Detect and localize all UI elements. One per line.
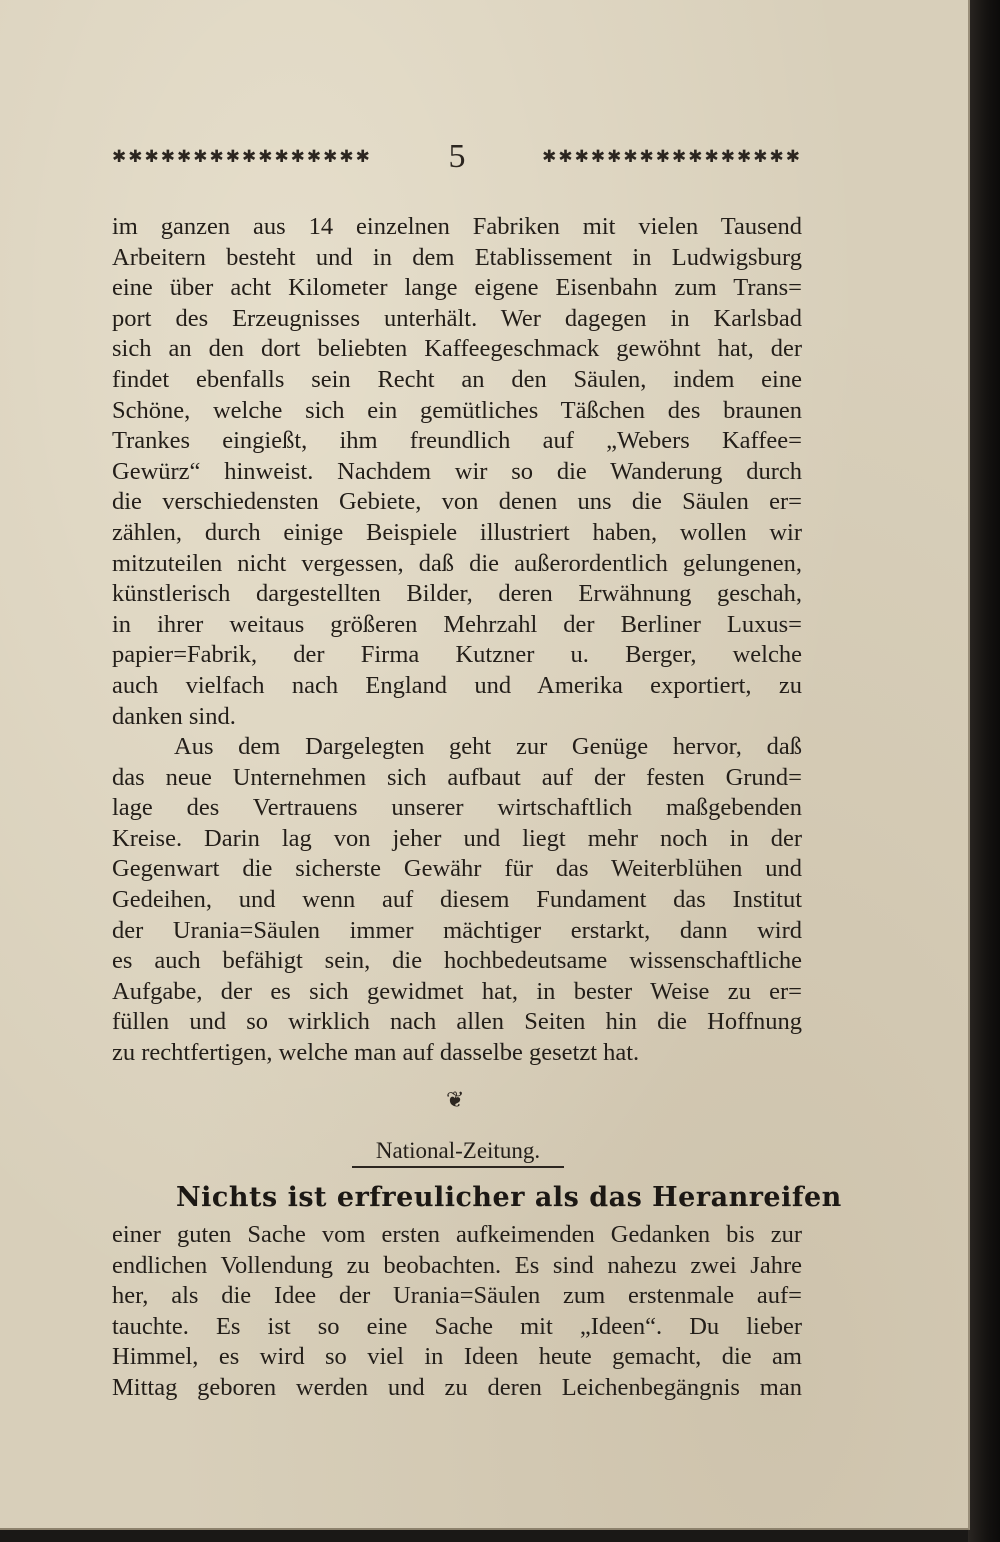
fleuron-divider: ❦ [446,1088,465,1113]
text-line: endlichen Vollendung zu beobachten. Es sind nahezu zwei Jahre [112,1251,802,1279]
text-line: port des Erzeugnisses unterhält. Wer dagegen in Karlsbad [112,304,802,332]
text-line: zählen, durch einige Beispiele illustriert haben, wollen wir [112,518,802,546]
ornament-right: ✱✱✱✱✱✱✱✱✱✱✱✱✱✱✱✱ [542,146,802,167]
text-line: Kreise. Darin lag von jeher und liegt mehr noch in der [112,824,802,852]
text-line: Gewürz“ hinweist. Nachdem wir so die Wanderung durch [112,457,802,485]
text-line: der Urania=Säulen immer mächtiger erstarkt, dann wird [112,916,802,944]
text-line: Schöne, welche sich ein gemütliches Täßchen des braunen [112,396,802,424]
newspaper-source-title: National-Zeitung. [352,1138,564,1168]
text-line: Mittag geboren werden und zu deren Leichenbegängnis man [112,1373,802,1401]
text-line: in ihrer weitaus größeren Mehrzahl der Berliner Luxus= [112,610,802,638]
text-line: lage des Vertrauens unserer wirtschaftlich maßgebenden [112,794,802,822]
text-line: papier=Fabrik, der Firma Kutzner u. Berger, welche [112,641,802,669]
body-text-continued [112,212,802,1069]
page-number: 5 [448,138,466,175]
text-line: einer guten Sache vom ersten aufkeimenden Gedanken bis zur [112,1221,802,1248]
text-line: Gegenwart die sicherste Gewähr für das Weiterblühen und [112,855,802,883]
page-header [112,140,802,174]
article-opening-headline: Nichts ist erfreulicher als das Heranreifen [176,1182,842,1213]
text-line: Arbeitern besteht und in dem Etablissement in Ludwigsburg [112,243,802,271]
text-line: findet ebenfalls sein Recht an den Säulen, indem eine [112,365,802,393]
text-line: auch vielfach nach England und Amerika exportiert, zu [112,671,802,699]
text-line: mitzuteilen nicht vergessen, daß die außerordentlich gelungenen, [112,549,802,577]
text-line: Aufgabe, der es sich gewidmet hat, in bester Weise zu er= [112,977,802,1005]
paragraph-start-line: Aus dem Dargelegten geht zur Genüge hervor, daß [174,733,802,761]
text-line: die verschiedensten Gebiete, von denen uns die Säulen er= [112,488,802,516]
text-line: es auch befähigt sein, die hochbedeutsame wissenschaftliche [112,947,802,975]
text-line: danken sind. [112,702,236,730]
text-line: das neue Unternehmen sich aufbaut auf der festen Grund= [112,763,802,791]
text-line: zu rechtfertigen, welche man auf dasselbe gesetzt hat. [112,1039,640,1067]
ornament-left: ✱✱✱✱✱✱✱✱✱✱✱✱✱✱✱✱ [112,146,372,167]
text-line: Gedeihen, und wenn auf diesem Fundament das Institut [112,886,802,914]
text-line: im ganzen aus 14 einzelnen Fabriken mit vielen Tausend [112,213,802,240]
text-line: her, als die Idee der Urania=Säulen zum erstenmale auf= [112,1282,802,1310]
text-line: eine über acht Kilometer lange eigene Eisenbahn zum Trans= [112,274,802,302]
text-line: sich an den dort beliebten Kaffeegeschmack gewöhnt hat, der [112,335,802,363]
text-line: künstlerisch dargestellten Bilder, deren Erwähnung geschah, [112,580,802,608]
book-edge [968,0,1000,1542]
article-body-text [112,1220,802,1404]
text-line: Trankes eingießt, ihm freundlich auf „Webers Kaffee= [112,427,802,455]
text-line: Himmel, es wird so viel in Ideen heute gemacht, die am [112,1343,802,1371]
text-line: füllen und so wirklich nach allen Seiten hin die Hoffnung [112,1008,802,1036]
text-line: tauchte. Es ist so eine Sache mit „Ideen“. Du lieber [112,1312,802,1340]
